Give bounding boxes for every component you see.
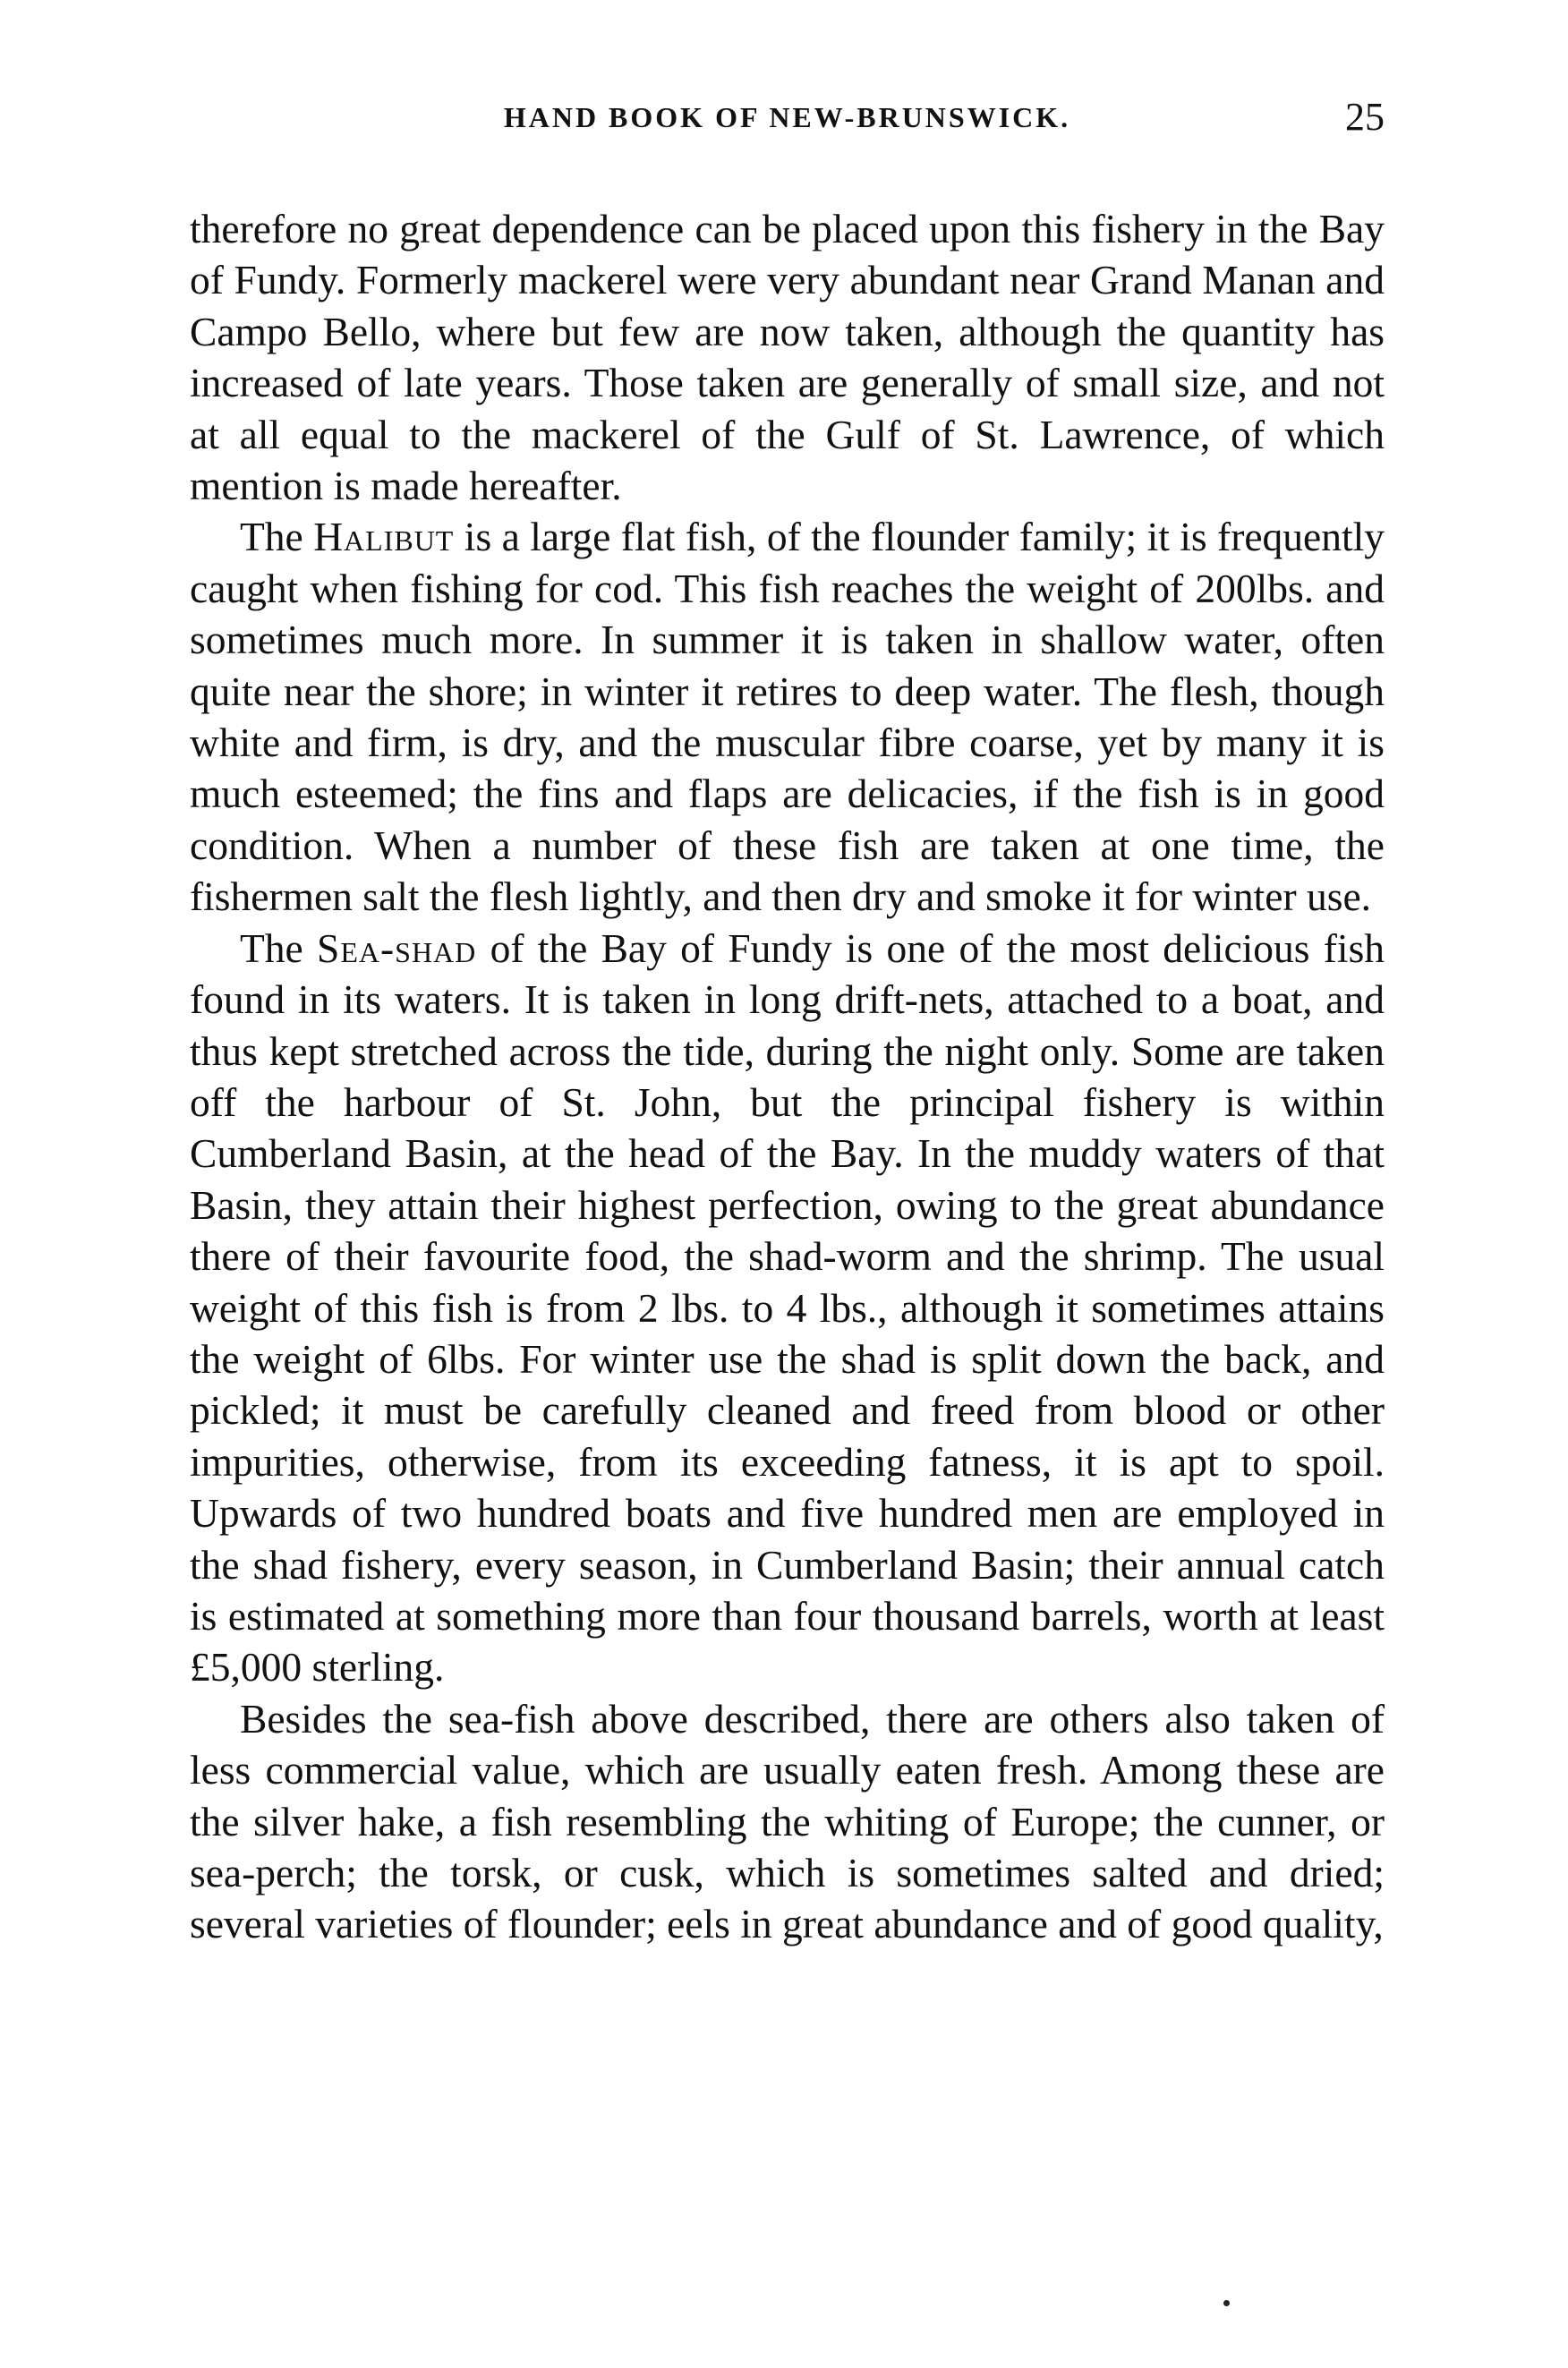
- paragraph-mackerel-continued: [190, 203, 1385, 511]
- paragraph-text: is a large flat fish, of the flounder family; it is frequently caught when fishing for cod. This fish reaches the weight of 200lbs. and sometimes much more. In summer it is taken in shallow water, often quite near the shore; in winter it retires to deep water. The flesh, though white and firm, is dry, and the muscular fibre coarse, yet by many it is much esteemed; the fins and flaps are delicacies, if the fish is in good condition. When a number of these fish are taken at one time, the fishermen salt the flesh lightly, and then dry and smoke it for winter use.: [190, 514, 1385, 920]
- paragraph-lead: The: [240, 924, 303, 971]
- book-page: [190, 94, 1385, 1950]
- print-speck: [1223, 2300, 1230, 2306]
- paragraph-sea-shad: [190, 923, 1385, 1693]
- paragraph-halibut: [190, 511, 1385, 922]
- paragraph-text: Besides the sea-fish above described, there are others also taken of less commercial value, which are usually eaten fresh. Among these are the silver hake, a fish resembling the whiting of Europe; the cunner, or sea-perch; the torsk, or cusk, which is sometimes salted and dried; several varieties of flounder; eels in great abundance and of good quality,: [190, 1695, 1385, 1947]
- paragraph-text: therefore no great dependence can be placed upon this fishery in the Bay of Fundy. Formerly mackerel were very abundant near Grand Manan and Campo Bello, where but few are now taken, although the quantity has increased of late years. Those taken are generally of small size, and not at all equal to the mackerel of the Gulf of St. Lawrence, of which mention is made hereafter.: [190, 206, 1385, 509]
- page-number: 25: [1345, 95, 1385, 139]
- term-halibut: Halibut: [313, 514, 455, 560]
- term-sea-shad: Sea-shad: [317, 924, 477, 971]
- paragraph-text: of the Bay of Fundy is one of the most delicious fish found in its waters. It is taken in long drift-nets, attached to a boat, and thus kept stretched across the tide, during the night only. Some are taken off the harbour of St. John, but the principal fishery is within Cumberland Basin, at the head of the Bay. In the muddy waters of that Basin, they attain their highest perfection, owing to the great abundance there of their favourite food, the shad-worm and the shrimp. The usual weight of this fish is from 2 lbs. to 4 lbs., although it sometimes attains the weight of 6lbs. For winter use the shad is split down the back, and pickled; it must be carefully cleaned and freed from blood or other impurities, otherwise, from its exceeding fatness, it is apt to spoil. Upwards of two hundred boats and five hundred men are employed in the shad fishery, every season, in Cumberland Basin; their annual catch is estimated at something more than four thousand barrels, worth at least £5,000 sterling.: [190, 924, 1385, 1691]
- paragraph-lead: The: [240, 514, 303, 560]
- running-head: [190, 94, 1385, 157]
- running-title: HAND BOOK OF NEW-BRUNSWICK.: [503, 101, 1071, 133]
- paragraph-other-fish: [190, 1693, 1385, 1950]
- body-text: [190, 203, 1385, 1950]
